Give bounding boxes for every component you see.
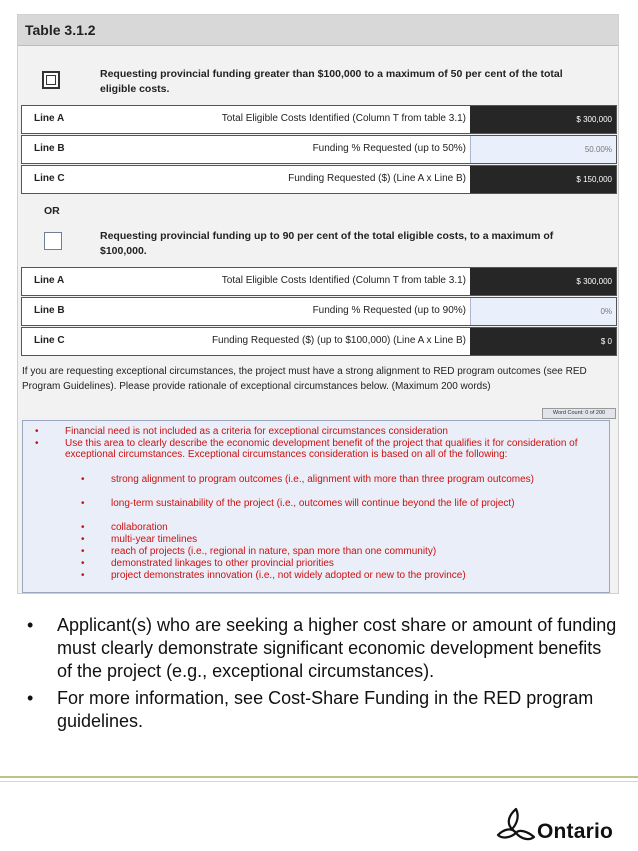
sub-bullet: •	[81, 546, 85, 557]
row-value: $ 150,000	[470, 166, 616, 193]
word-count: Word Count: 0 of 200	[542, 408, 616, 419]
sub-bullet: •	[81, 534, 85, 545]
option1-text: Requesting provincial funding greater than $100,000 to a maximum of 50 per cent of the total eligible costs.	[100, 68, 563, 95]
sub-note: reach of projects (i.e., regional in nature, span more than one community)	[111, 546, 437, 557]
note-bullet: •	[35, 438, 39, 449]
option2-text: Requesting provincial funding up to 90 per cent of the total eligible costs, to a maximum of $100,000.	[100, 230, 554, 257]
row-description: Funding Requested ($) (up to $100,000) (Line A x Line B)	[211, 335, 466, 346]
bullet-dot: •	[27, 615, 34, 635]
option1-row-c	[21, 165, 617, 194]
sub-bullet: •	[81, 570, 85, 581]
option1-row-b	[21, 135, 617, 164]
option1-row-a	[21, 105, 617, 134]
bullet-text: For more information, see Cost-Share Funding in the RED program guidelines.	[57, 688, 594, 731]
bullet-item	[27, 687, 617, 733]
row-description: Funding Requested ($) (Line A x Line B)	[288, 173, 466, 184]
option1-checkbox[interactable]	[42, 71, 60, 89]
row-label: Line B	[34, 143, 65, 154]
option2-checkbox[interactable]	[44, 232, 62, 250]
row-label: Line B	[34, 305, 65, 316]
rationale-text-area[interactable]	[22, 420, 610, 593]
funding-percent-input[interactable]: 50.00%	[470, 136, 616, 163]
sub-bullet: •	[81, 558, 85, 569]
bullet-item	[27, 614, 617, 683]
main-bullet-list	[27, 614, 617, 737]
sub-bullet: •	[81, 522, 85, 533]
table-screenshot	[17, 14, 619, 594]
sub-note: collaboration	[111, 522, 168, 533]
sub-note: project demonstrates innovation (i.e., not widely adopted or new to the province)	[111, 570, 466, 581]
footer-rule	[0, 776, 638, 778]
note-1: Financial need is not included as a criteria for exceptional circumstances consideration	[65, 426, 448, 437]
footer-rule-thin	[0, 781, 638, 782]
note-bullet: •	[35, 426, 39, 437]
row-description: Funding % Requested (up to 90%)	[312, 305, 466, 316]
row-description: Total Eligible Costs Identified (Column T from table 3.1)	[221, 113, 466, 124]
row-description: Funding % Requested (up to 50%)	[312, 143, 466, 154]
bullet-text: Applicant(s) who are seeking a higher cost share or amount of funding must clearly demonstrate significant economic development benefits of the project (e.g., exceptional circumstances).	[57, 615, 617, 681]
row-label: Line C	[34, 173, 65, 184]
sub-bullet: •	[81, 474, 85, 485]
bullet-dot: •	[27, 688, 34, 708]
rationale-instructions: If you are requesting exceptional circumstances, the project must have a strong alignment to RED program outcomes (see RED Program Guidelines). Please provide rationale of exceptional circumstances below. (Maximum 200 words)	[22, 366, 587, 392]
funding-percent-input[interactable]: 0%	[470, 298, 616, 325]
row-value: $ 300,000	[470, 106, 616, 133]
sub-note: long-term sustainability of the project (i.e., outcomes will continue beyond the life of project)	[111, 498, 515, 509]
row-label: Line A	[34, 113, 65, 124]
row-label: Line C	[34, 335, 65, 346]
row-value: $ 0	[470, 328, 616, 355]
row-value: $ 300,000	[470, 268, 616, 295]
option2-row-b	[21, 297, 617, 326]
sub-note: multi-year timelines	[111, 534, 198, 545]
ontario-wordmark: Ontario	[537, 820, 614, 843]
sub-note: demonstrated linkages to other provincial priorities	[111, 558, 334, 569]
table-title: Table 3.1.2	[25, 22, 96, 38]
row-description: Total Eligible Costs Identified (Column T from table 3.1)	[221, 275, 466, 286]
row-label: Line A	[34, 275, 65, 286]
sub-bullet: •	[81, 498, 85, 509]
sub-note: strong alignment to program outcomes (i.e., alignment with more than three program outcomes)	[111, 474, 534, 485]
option2-row-a	[21, 267, 617, 296]
option2-row-c	[21, 327, 617, 356]
or-label: OR	[44, 205, 60, 217]
note-2: Use this area to clearly describe the economic development benefit of the project that qualifies it for consideration of exceptional circumstances. Exceptional circumstances consideration is based on all of the following:	[65, 438, 578, 460]
table-title-bar	[18, 15, 618, 46]
